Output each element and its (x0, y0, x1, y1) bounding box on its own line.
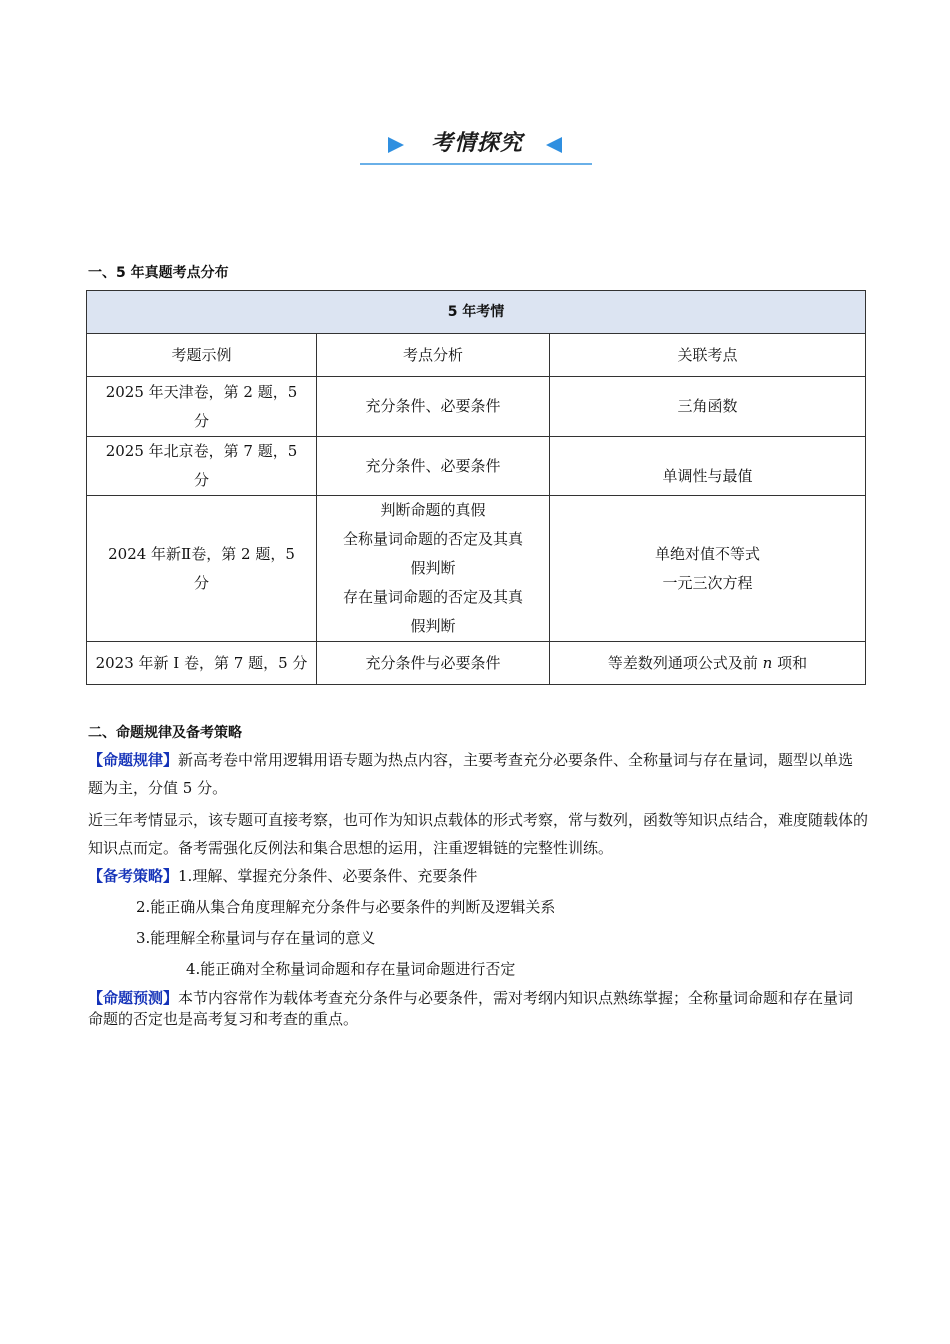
trend-paragraph: 近三年考情显示，该专题可直接考察，也可作为知识点载体的形式考察，常与数列，函数等知识点结合，难度随载体的知识点而定。备考需强化反例法和集合思想的运用，注重逻辑链的完整性训练。 (88, 811, 869, 857)
forecast-paragraph (88, 988, 868, 1030)
rule-text: 新高考卷中常用逻辑用语专题为热点内容，主要考查充分必要条件、全称量词与存在量词，题型以单选题为主，分值 5 分。 (88, 751, 854, 797)
table-header-row (87, 334, 866, 377)
rule-paragraph (88, 746, 868, 802)
cell-line: 分 (193, 411, 209, 430)
cell-analysis: 充分条件、必要条件 (317, 437, 550, 496)
table-row (87, 437, 866, 496)
cell-line: 存在量词命题的否定及其真 (342, 588, 523, 606)
cell-line: 一元三次方程 (662, 573, 753, 592)
cell-related: 单调性与最值 (550, 437, 866, 496)
cell-analysis: 充分条件与必要条件 (317, 642, 550, 685)
strategy-item: 1.理解、掌握充分条件、必要条件、充要条件 (178, 867, 478, 885)
cell-line: 单绝对值不等式 (655, 544, 761, 563)
cell-line: 判断命题的真假 (380, 501, 486, 519)
banner-title: 考情探究 (430, 131, 523, 156)
cell-example (87, 496, 317, 642)
strategy-item: 3.能理解全称量词与存在量词的意义 (136, 929, 376, 947)
triangle-left-icon (546, 137, 562, 153)
cell-related: 三角函数 (550, 377, 866, 437)
strategy-line-1 (88, 865, 477, 886)
table-caption: 5 年考情 (87, 291, 866, 334)
forecast-text: 本节内容常作为载体考查充分条件与必要条件，需对考纲内知识点熟练掌握；全称量词命题和存在量词命题的否定也是高考复习和考查的重点。 (88, 989, 854, 1028)
cell-line: 假判断 (410, 617, 456, 635)
table-caption-row (87, 291, 866, 334)
strategy-item: 4.能正确对全称量词命题和存在量词命题进行否定 (186, 960, 516, 978)
column-header: 关联考点 (550, 334, 866, 377)
rule-tag: 【命题规律】 (88, 751, 179, 769)
table-row (87, 496, 866, 642)
strategy-item: 2.能正确从集合角度理解充分条件与必要条件的判断及逻辑关系 (136, 898, 556, 916)
cell-example (87, 377, 317, 437)
exam-distribution-table (86, 290, 866, 685)
banner-underline (360, 163, 592, 165)
forecast-tag: 【命题预测】 (88, 989, 179, 1007)
cell-line: 分 (193, 471, 209, 489)
cell-line: 假判断 (410, 559, 456, 577)
cell-related (550, 642, 866, 685)
cell-text: 项和 (772, 653, 808, 672)
cell-analysis (317, 496, 550, 642)
cell-example (87, 437, 317, 496)
section1-heading: 一、5 年真题考点分布 (88, 265, 229, 281)
table-row (87, 377, 866, 437)
section2-heading: 二、命题规律及备考策略 (88, 725, 242, 741)
cell-related (550, 496, 866, 642)
section-banner (360, 124, 592, 166)
cell-line: 全称量词命题的否定及其真 (342, 530, 523, 548)
cell-text: 等差数列通项公式及前 (607, 653, 763, 672)
variable-n: n (762, 653, 773, 672)
triangle-right-icon (388, 137, 404, 153)
column-header: 考题示例 (87, 334, 317, 377)
cell-line: 2025 年北京卷，第 7 题，5 (105, 442, 298, 460)
table-row (87, 642, 866, 685)
cell-line: 分 (193, 573, 209, 592)
column-header: 考点分析 (317, 334, 550, 377)
cell-line: 2025 年天津卷，第 2 题，5 (105, 382, 298, 401)
cell-example: 2023 年新 I 卷，第 7 题，5 分 (87, 642, 317, 685)
cell-analysis: 充分条件、必要条件 (317, 377, 550, 437)
strategy-tag: 【备考策略】 (88, 867, 179, 885)
cell-line: 2024 年新Ⅱ卷，第 2 题，5 (108, 544, 295, 563)
